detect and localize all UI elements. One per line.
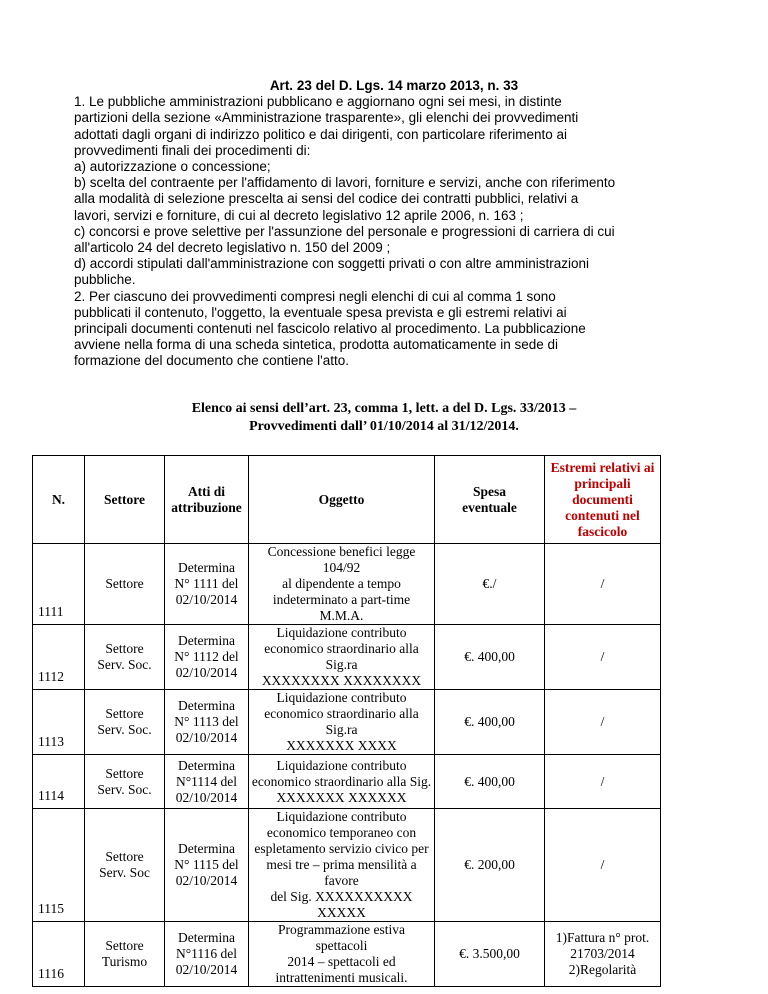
article-title: Art. 23 del D. Lgs. 14 marzo 2013, n. 33 xyxy=(269,78,519,93)
table-row xyxy=(33,922,661,987)
cell-oggetto: Liquidazione contributo economico temporaneo con espletamento servizio civico per mesi tre – prima mensilità a favore del Sig. XXXXXXXXXX XXXXX xyxy=(249,809,435,922)
cell-oggetto: Liquidazione contributo economico straordinario alla Sig.ra XXXXXXXX XXXXXXXX xyxy=(249,625,435,690)
header-settore: Settore xyxy=(85,456,165,544)
elenco-heading xyxy=(0,400,768,436)
cell-settore: Settore xyxy=(85,544,165,625)
cell-settore: Settore Turismo xyxy=(85,922,165,987)
cell-spesa: €. 200,00 xyxy=(435,809,545,922)
provvedimenti-table xyxy=(32,455,661,987)
table-row xyxy=(33,755,661,809)
table-row xyxy=(33,544,661,625)
article-line: pubblicati il contenuto, l'oggetto, la eventuale spesa prevista e gli estremi relativi ai xyxy=(74,304,567,320)
article-line: d) accordi stipulati dall'amministrazione con soggetti privati o con altre amministrazioni xyxy=(74,256,590,272)
cell-atti: Determina N° 1111 del 02/10/2014 xyxy=(165,544,249,625)
article-line: 1. Le pubbliche amministrazioni pubblicano e aggiornano ogni sei mesi, in distinte xyxy=(74,94,562,110)
cell-spesa: €. 400,00 xyxy=(435,755,545,809)
article-line: provvedimenti finali dei procedimenti di: xyxy=(74,142,311,158)
article-line: alla modalità di selezione prescelta ai sensi del codice dei contratti pubblici, relativi a xyxy=(74,191,579,207)
header-n: N. xyxy=(33,456,85,544)
article-line: principali documenti contenuti nel fascicolo relativo al procedimento. La pubblicazione xyxy=(74,321,586,337)
cell-spesa: €. 3.500,00 xyxy=(435,922,545,987)
cell-estremi: / xyxy=(545,625,661,690)
cell-spesa: €./ xyxy=(435,544,545,625)
elenco-heading-line: Elenco ai sensi dell’art. 23, comma 1, lett. a del D. Lgs. 33/2013 – xyxy=(191,401,577,416)
cell-estremi: / xyxy=(545,755,661,809)
cell-estremi: 1)Fattura n° prot. 21703/2014 2)Regolarità xyxy=(545,922,661,987)
article-line: b) scelta del contraente per l'affidamento di lavori, forniture e servizi, anche con riferimento xyxy=(74,175,616,191)
cell-settore: Settore Serv. Soc. xyxy=(85,625,165,690)
article-line: c) concorsi e prove selettive per l'assunzione del personale e progressioni di carriera di cui xyxy=(74,223,615,239)
cell-estremi: / xyxy=(545,544,661,625)
cell-atti: Determina N°1116 del 02/10/2014 xyxy=(165,922,249,987)
cell-settore: Settore Serv. Soc. xyxy=(85,755,165,809)
cell-settore: Settore Serv. Soc xyxy=(85,809,165,922)
table-row xyxy=(33,690,661,755)
article-line: avviene nella forma di una scheda sintetica, prodotta automaticamente in sede di xyxy=(74,337,559,353)
cell-oggetto: Concessione benefici legge 104/92 al dipendente a tempo indeterminato a part-time M.M.A. xyxy=(249,544,435,625)
article-line: formazione del documento che contiene l'atto. xyxy=(74,353,349,369)
cell-atti: Determina N° 1115 del 02/10/2014 xyxy=(165,809,249,922)
cell-n: 1113 xyxy=(33,690,85,755)
cell-spesa: €. 400,00 xyxy=(435,690,545,755)
table-header-row xyxy=(33,456,661,544)
table-row xyxy=(33,809,661,922)
cell-spesa: €. 400,00 xyxy=(435,625,545,690)
article-line: a) autorizzazione o concessione; xyxy=(74,159,271,175)
cell-atti: Determina N° 1112 del 02/10/2014 xyxy=(165,625,249,690)
header-atti: Atti di attribuzione xyxy=(165,456,249,544)
cell-n: 1114 xyxy=(33,755,85,809)
cell-estremi: / xyxy=(545,690,661,755)
article-line: all'articolo 24 del decreto legislativo n. 150 del 2009 ; xyxy=(74,240,391,256)
article-line: pubbliche. xyxy=(74,272,136,288)
article-text xyxy=(74,78,714,370)
article-line: lavori, servizi e forniture, di cui al decreto legislativo 12 aprile 2006, n. 163 ; xyxy=(74,207,524,223)
cell-n: 1111 xyxy=(33,544,85,625)
header-spesa: Spesa eventuale xyxy=(435,456,545,544)
elenco-heading-line: Provvedimenti dall’ 01/10/2014 al 31/12/2014. xyxy=(249,419,519,434)
cell-atti: Determina N° 1113 del 02/10/2014 xyxy=(165,690,249,755)
article-line: adottati dagli organi di indirizzo politico e dai dirigenti, con particolare riferimento ai xyxy=(74,126,568,142)
cell-estremi: / xyxy=(545,809,661,922)
cell-n: 1116 xyxy=(33,922,85,987)
cell-oggetto: Programmazione estiva spettacoli 2014 – spettacoli ed intrattenimenti musicali. xyxy=(249,922,435,987)
cell-n: 1115 xyxy=(33,809,85,922)
cell-n: 1112 xyxy=(33,625,85,690)
header-oggetto: Oggetto xyxy=(249,456,435,544)
cell-oggetto: Liquidazione contributo economico straordinario alla Sig.ra XXXXXXX XXXX xyxy=(249,690,435,755)
article-line: 2. Per ciascuno dei provvedimenti compresi negli elenchi di cui al comma 1 sono xyxy=(74,288,556,304)
article-line: partizioni della sezione «Amministrazione trasparente», gli elenchi dei provvedimenti xyxy=(74,110,579,126)
header-estremi: Estremi relativi ai principali documenti contenuti nel fascicolo xyxy=(545,456,661,544)
table-row xyxy=(33,625,661,690)
cell-atti: Determina N°1114 del 02/10/2014 xyxy=(165,755,249,809)
cell-settore: Settore Serv. Soc. xyxy=(85,690,165,755)
cell-oggetto: Liquidazione contributo economico straordinario alla Sig. XXXXXXX XXXXXX xyxy=(249,755,435,809)
